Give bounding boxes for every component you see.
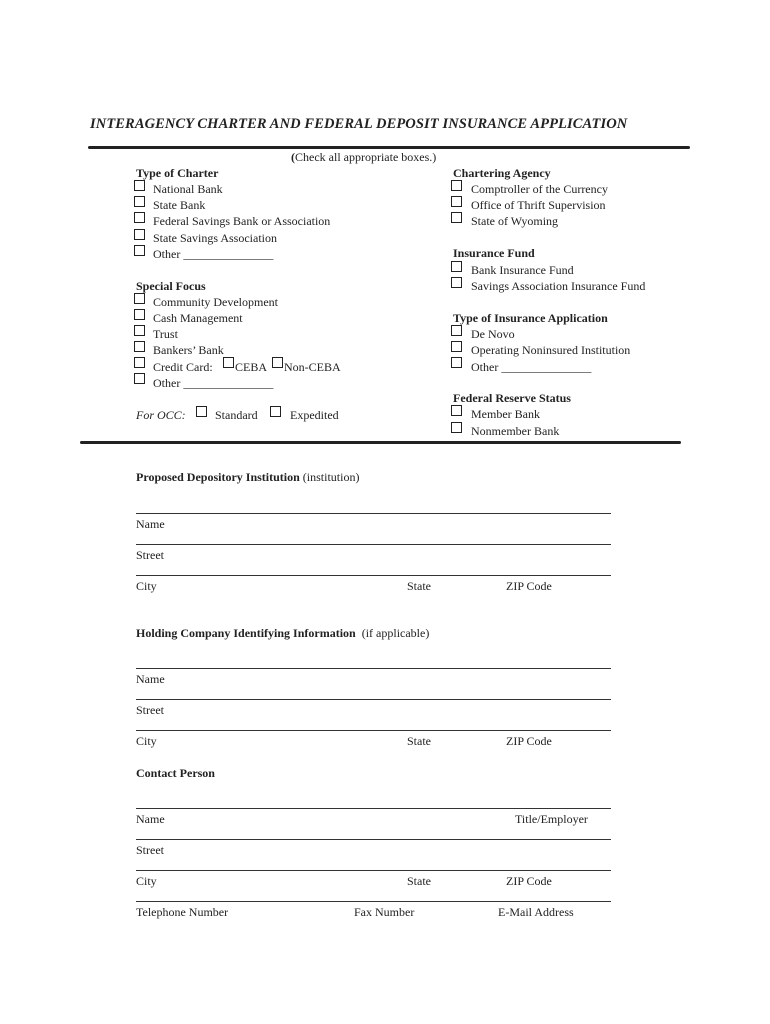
de-novo-checkbox[interactable] bbox=[451, 325, 462, 336]
bankers-bank-label: Bankers’ Bank bbox=[153, 343, 224, 357]
contact-zip-label: ZIP Code bbox=[506, 874, 552, 888]
bank-insurance-fund-checkbox[interactable] bbox=[451, 261, 462, 272]
federal-savings-bank-checkbox[interactable] bbox=[134, 212, 145, 223]
holding-name-line[interactable] bbox=[136, 668, 611, 669]
holding-street-label: Street bbox=[136, 703, 164, 717]
contact-person-heading: Contact Person bbox=[136, 766, 215, 780]
federal-reserve-heading: Federal Reserve Status bbox=[453, 391, 571, 405]
contact-email-label: E-Mail Address bbox=[498, 905, 574, 919]
holding-city-label: City bbox=[136, 734, 157, 748]
holding-street-line[interactable] bbox=[136, 699, 611, 700]
holding-zip-label: ZIP Code bbox=[506, 734, 552, 748]
holding-company-note: (if applicable) bbox=[361, 626, 430, 640]
comptroller-label: Comptroller of the Currency bbox=[471, 182, 608, 196]
state-of-wyoming-checkbox[interactable] bbox=[451, 212, 462, 223]
nonmember-bank-label: Nonmember Bank bbox=[471, 424, 560, 438]
contact-street-line[interactable] bbox=[136, 839, 611, 840]
credit-card-checkbox[interactable] bbox=[134, 357, 145, 368]
savings-association-fund-checkbox[interactable] bbox=[451, 277, 462, 288]
ceba-label: CEBA bbox=[235, 360, 268, 374]
state-of-wyoming-label: State of Wyoming bbox=[471, 214, 559, 228]
holding-name-label: Name bbox=[136, 672, 165, 686]
nonmember-bank-checkbox[interactable] bbox=[451, 422, 462, 433]
operating-noninsured-checkbox[interactable] bbox=[451, 341, 462, 352]
contact-street-label: Street bbox=[136, 843, 164, 857]
contact-title-label: Title/Employer bbox=[515, 812, 588, 826]
state-savings-association-checkbox[interactable] bbox=[134, 229, 145, 240]
proposed-state-label: State bbox=[407, 579, 431, 593]
state-savings-association-label: State Savings Association bbox=[153, 231, 277, 245]
insurance-fund-heading: Insurance Fund bbox=[453, 246, 535, 260]
contact-telephone-label: Telephone Number bbox=[136, 905, 229, 919]
contact-name-label: Name bbox=[136, 812, 165, 826]
proposed-city-label: City bbox=[136, 579, 157, 593]
for-occ-label: For OCC: bbox=[136, 408, 186, 422]
contact-phone-line[interactable] bbox=[136, 901, 611, 902]
insurance-other-checkbox[interactable] bbox=[451, 357, 462, 368]
credit-card-label: Credit Card: bbox=[153, 360, 213, 374]
top-rule bbox=[88, 146, 690, 149]
thrift-supervision-checkbox[interactable] bbox=[451, 196, 462, 207]
expedited-label: Expedited bbox=[290, 408, 339, 422]
member-bank-checkbox[interactable] bbox=[451, 405, 462, 416]
charter-other-checkbox[interactable] bbox=[134, 245, 145, 256]
insurance-other-label: Other _______________ bbox=[471, 360, 592, 374]
de-novo-label: De Novo bbox=[471, 327, 515, 341]
contact-name-line[interactable] bbox=[136, 808, 611, 809]
bank-insurance-fund-label: Bank Insurance Fund bbox=[471, 263, 574, 277]
type-of-charter-heading: Type of Charter bbox=[136, 166, 219, 180]
bankers-bank-checkbox[interactable] bbox=[134, 341, 145, 352]
thrift-supervision-label: Office of Thrift Supervision bbox=[471, 198, 606, 212]
operating-noninsured-label: Operating Noninsured Institution bbox=[471, 343, 631, 357]
savings-association-fund-label: Savings Association Insurance Fund bbox=[471, 279, 646, 293]
proposed-name-line[interactable] bbox=[136, 513, 611, 514]
holding-state-label: State bbox=[407, 734, 431, 748]
focus-other-label: Other _______________ bbox=[153, 376, 274, 390]
national-bank-label: National Bank bbox=[153, 182, 223, 196]
contact-state-label: State bbox=[407, 874, 431, 888]
focus-other-checkbox[interactable] bbox=[134, 373, 145, 384]
proposed-institution-heading: Proposed Depository Institution (institution) bbox=[136, 470, 360, 484]
standard-checkbox[interactable] bbox=[196, 406, 207, 417]
member-bank-label: Member Bank bbox=[471, 407, 540, 421]
contact-city-label: City bbox=[136, 874, 157, 888]
federal-savings-bank-label: Federal Savings Bank or Association bbox=[153, 214, 331, 228]
proposed-institution-note: (institution) bbox=[302, 470, 360, 484]
trust-label: Trust bbox=[153, 327, 178, 341]
national-bank-checkbox[interactable] bbox=[134, 180, 145, 191]
proposed-name-label: Name bbox=[136, 517, 165, 531]
chartering-agency-heading: Chartering Agency bbox=[453, 166, 551, 180]
special-focus-heading: Special Focus bbox=[136, 279, 206, 293]
standard-label: Standard bbox=[215, 408, 258, 422]
community-development-checkbox[interactable] bbox=[134, 293, 145, 304]
contact-fax-label: Fax Number bbox=[354, 905, 415, 919]
proposed-street-label: Street bbox=[136, 548, 164, 562]
proposed-city-line[interactable] bbox=[136, 575, 611, 576]
proposed-zip-label: ZIP Code bbox=[506, 579, 552, 593]
state-bank-checkbox[interactable] bbox=[134, 196, 145, 207]
non-ceba-label: Non-CEBA bbox=[284, 360, 341, 374]
contact-city-line[interactable] bbox=[136, 870, 611, 871]
community-development-label: Community Development bbox=[153, 295, 278, 309]
ceba-checkbox[interactable] bbox=[223, 357, 234, 368]
section-rule bbox=[80, 441, 681, 444]
cash-management-label: Cash Management bbox=[153, 311, 243, 325]
form-title: INTERAGENCY CHARTER AND FEDERAL DEPOSIT INSURANCE APPLICATION bbox=[90, 116, 628, 132]
proposed-street-line[interactable] bbox=[136, 544, 611, 545]
holding-company-heading: Holding Company Identifying Information (if applicable) bbox=[136, 626, 430, 640]
charter-other-label: Other _______________ bbox=[153, 247, 274, 261]
holding-city-line[interactable] bbox=[136, 730, 611, 731]
cash-management-checkbox[interactable] bbox=[134, 309, 145, 320]
non-ceba-checkbox[interactable] bbox=[272, 357, 283, 368]
state-bank-label: State Bank bbox=[153, 198, 206, 212]
insurance-application-heading: Type of Insurance Application bbox=[453, 311, 608, 325]
comptroller-checkbox[interactable] bbox=[451, 180, 462, 191]
trust-checkbox[interactable] bbox=[134, 325, 145, 336]
expedited-checkbox[interactable] bbox=[270, 406, 281, 417]
check-note: (Check all appropriate boxes.) bbox=[291, 150, 437, 164]
